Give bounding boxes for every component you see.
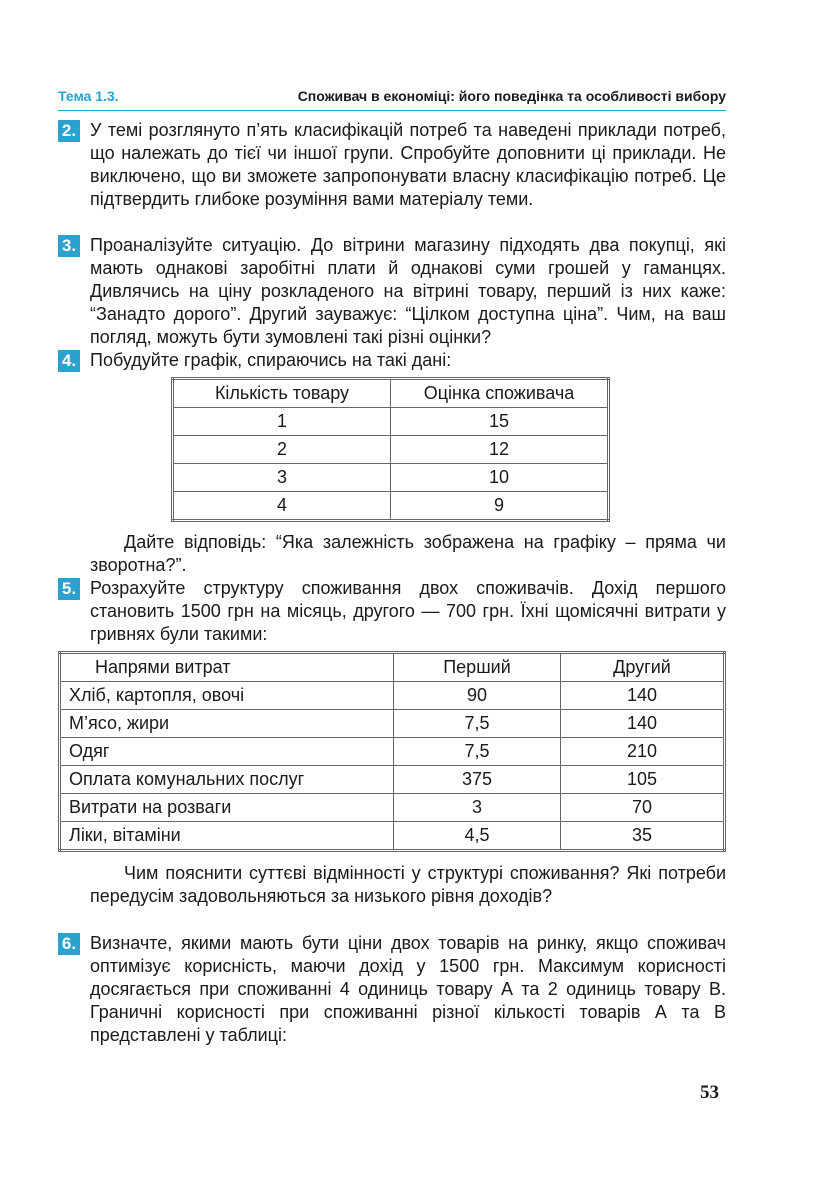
table-cell: Ліки, вітаміни bbox=[60, 822, 394, 851]
table-cell: Витрати на розваги bbox=[60, 794, 394, 822]
table-cell: 210 bbox=[561, 738, 725, 766]
column-header: Оцінка споживача bbox=[391, 379, 609, 408]
table-header-row bbox=[60, 653, 725, 682]
task-3 bbox=[58, 234, 726, 349]
quantity-table bbox=[171, 377, 610, 522]
task-text: Визначте, якими мають бути ціни двох товарів на ринку, якщо споживач оптимізує корисність, маючи дохід у 1500 грн. Максимум корисності досягається при споживанні 4 одиниць товару А та 2 одиниць товару В. Граничні корисності при споживанні різної кількості товарів А та В представлені у таблиці: bbox=[90, 933, 726, 1045]
table-row bbox=[173, 436, 609, 464]
task-number: 4. bbox=[58, 350, 80, 372]
table-cell: 3 bbox=[394, 794, 561, 822]
table-cell: 9 bbox=[391, 492, 609, 521]
column-header: Кількість товару bbox=[173, 379, 391, 408]
task-text: Проаналізуйте ситуацію. До вітрини магазину підходять два покупці, які мають однакові заробітні плати й однакові суми грошей у гаманцях. Дивлячись на ціну розкладеного на вітрині товару, перший із них каже: “Занадто дорого”. Другий зауважує: “Цілком доступна ціна”. Чим, на ваш погляд, можуть бути зумовлені такі різні оцінки? bbox=[90, 235, 726, 347]
column-header: Другий bbox=[561, 653, 725, 682]
task-number: 3. bbox=[58, 235, 80, 257]
table-row bbox=[60, 822, 725, 851]
table-cell: 140 bbox=[561, 710, 725, 738]
task-number: 6. bbox=[58, 933, 80, 955]
task-text: Розрахуйте структуру споживання двох споживачів. Дохід першого становить 1500 грн на місяць, другого — 700 грн. Їхні щомісячні витрати у гривнях були такими: bbox=[90, 578, 726, 644]
task-4 bbox=[58, 349, 726, 372]
table-cell: 7,5 bbox=[394, 710, 561, 738]
table-cell: 3 bbox=[173, 464, 391, 492]
table-row bbox=[60, 738, 725, 766]
table-cell: 1 bbox=[173, 408, 391, 436]
page-number: 53 bbox=[700, 1082, 719, 1103]
table-cell: 10 bbox=[391, 464, 609, 492]
table-cell: 2 bbox=[173, 436, 391, 464]
task-text: У темі розглянуто п’ять класифікацій потреб та наведені приклади потреб, що належать до тієї чи іншої групи. Спробуйте доповнити ці приклади. Не виключено, що ви зможете запропонувати власну класифікацію потреб. Це підтвердить глибоке розуміння вами матеріалу теми. bbox=[90, 120, 726, 209]
table-cell: М’ясо, жири bbox=[60, 710, 394, 738]
expenses-table bbox=[58, 651, 726, 852]
task-number: 5. bbox=[58, 578, 80, 600]
column-header: Напрями витрат bbox=[60, 653, 394, 682]
table-cell: 12 bbox=[391, 436, 609, 464]
table-cell: 4 bbox=[173, 492, 391, 521]
task-number: 2. bbox=[58, 120, 80, 142]
task-5-question: Чим пояснити суттєві відмінності у структурі споживання? Які потреби передусім задовольняються за низького рівня доходів? bbox=[90, 863, 726, 906]
table-cell: 70 bbox=[561, 794, 725, 822]
table-row bbox=[60, 794, 725, 822]
table-row bbox=[60, 766, 725, 794]
table-cell: 35 bbox=[561, 822, 725, 851]
table-cell: Одяг bbox=[60, 738, 394, 766]
task-6 bbox=[58, 932, 726, 1047]
task-4-question: Дайте відповідь: “Яка залежність зображена на графіку – пряма чи зворотна?”. bbox=[90, 532, 726, 575]
header-title: Споживач в економіці: його поведінка та особливості вибору bbox=[297, 88, 726, 104]
task-text: Побудуйте графік, спираючись на такі дані: bbox=[90, 350, 452, 370]
table-cell: 7,5 bbox=[394, 738, 561, 766]
table-row bbox=[60, 710, 725, 738]
table-cell: 90 bbox=[394, 682, 561, 710]
table-row bbox=[173, 464, 609, 492]
table-header-row bbox=[173, 379, 609, 408]
column-header: Перший bbox=[394, 653, 561, 682]
table-cell: 140 bbox=[561, 682, 725, 710]
table-cell: 105 bbox=[561, 766, 725, 794]
table-cell: Хліб, картопля, овочі bbox=[60, 682, 394, 710]
topic-label: Тема 1.3. bbox=[58, 88, 119, 104]
table-row bbox=[60, 682, 725, 710]
table-cell: 375 bbox=[394, 766, 561, 794]
task-5 bbox=[58, 577, 726, 646]
table-row bbox=[173, 492, 609, 521]
task-2 bbox=[58, 119, 726, 211]
table-row bbox=[173, 408, 609, 436]
table-cell: 15 bbox=[391, 408, 609, 436]
running-header bbox=[58, 88, 726, 111]
table-cell: Оплата комунальних послуг bbox=[60, 766, 394, 794]
table-cell: 4,5 bbox=[394, 822, 561, 851]
